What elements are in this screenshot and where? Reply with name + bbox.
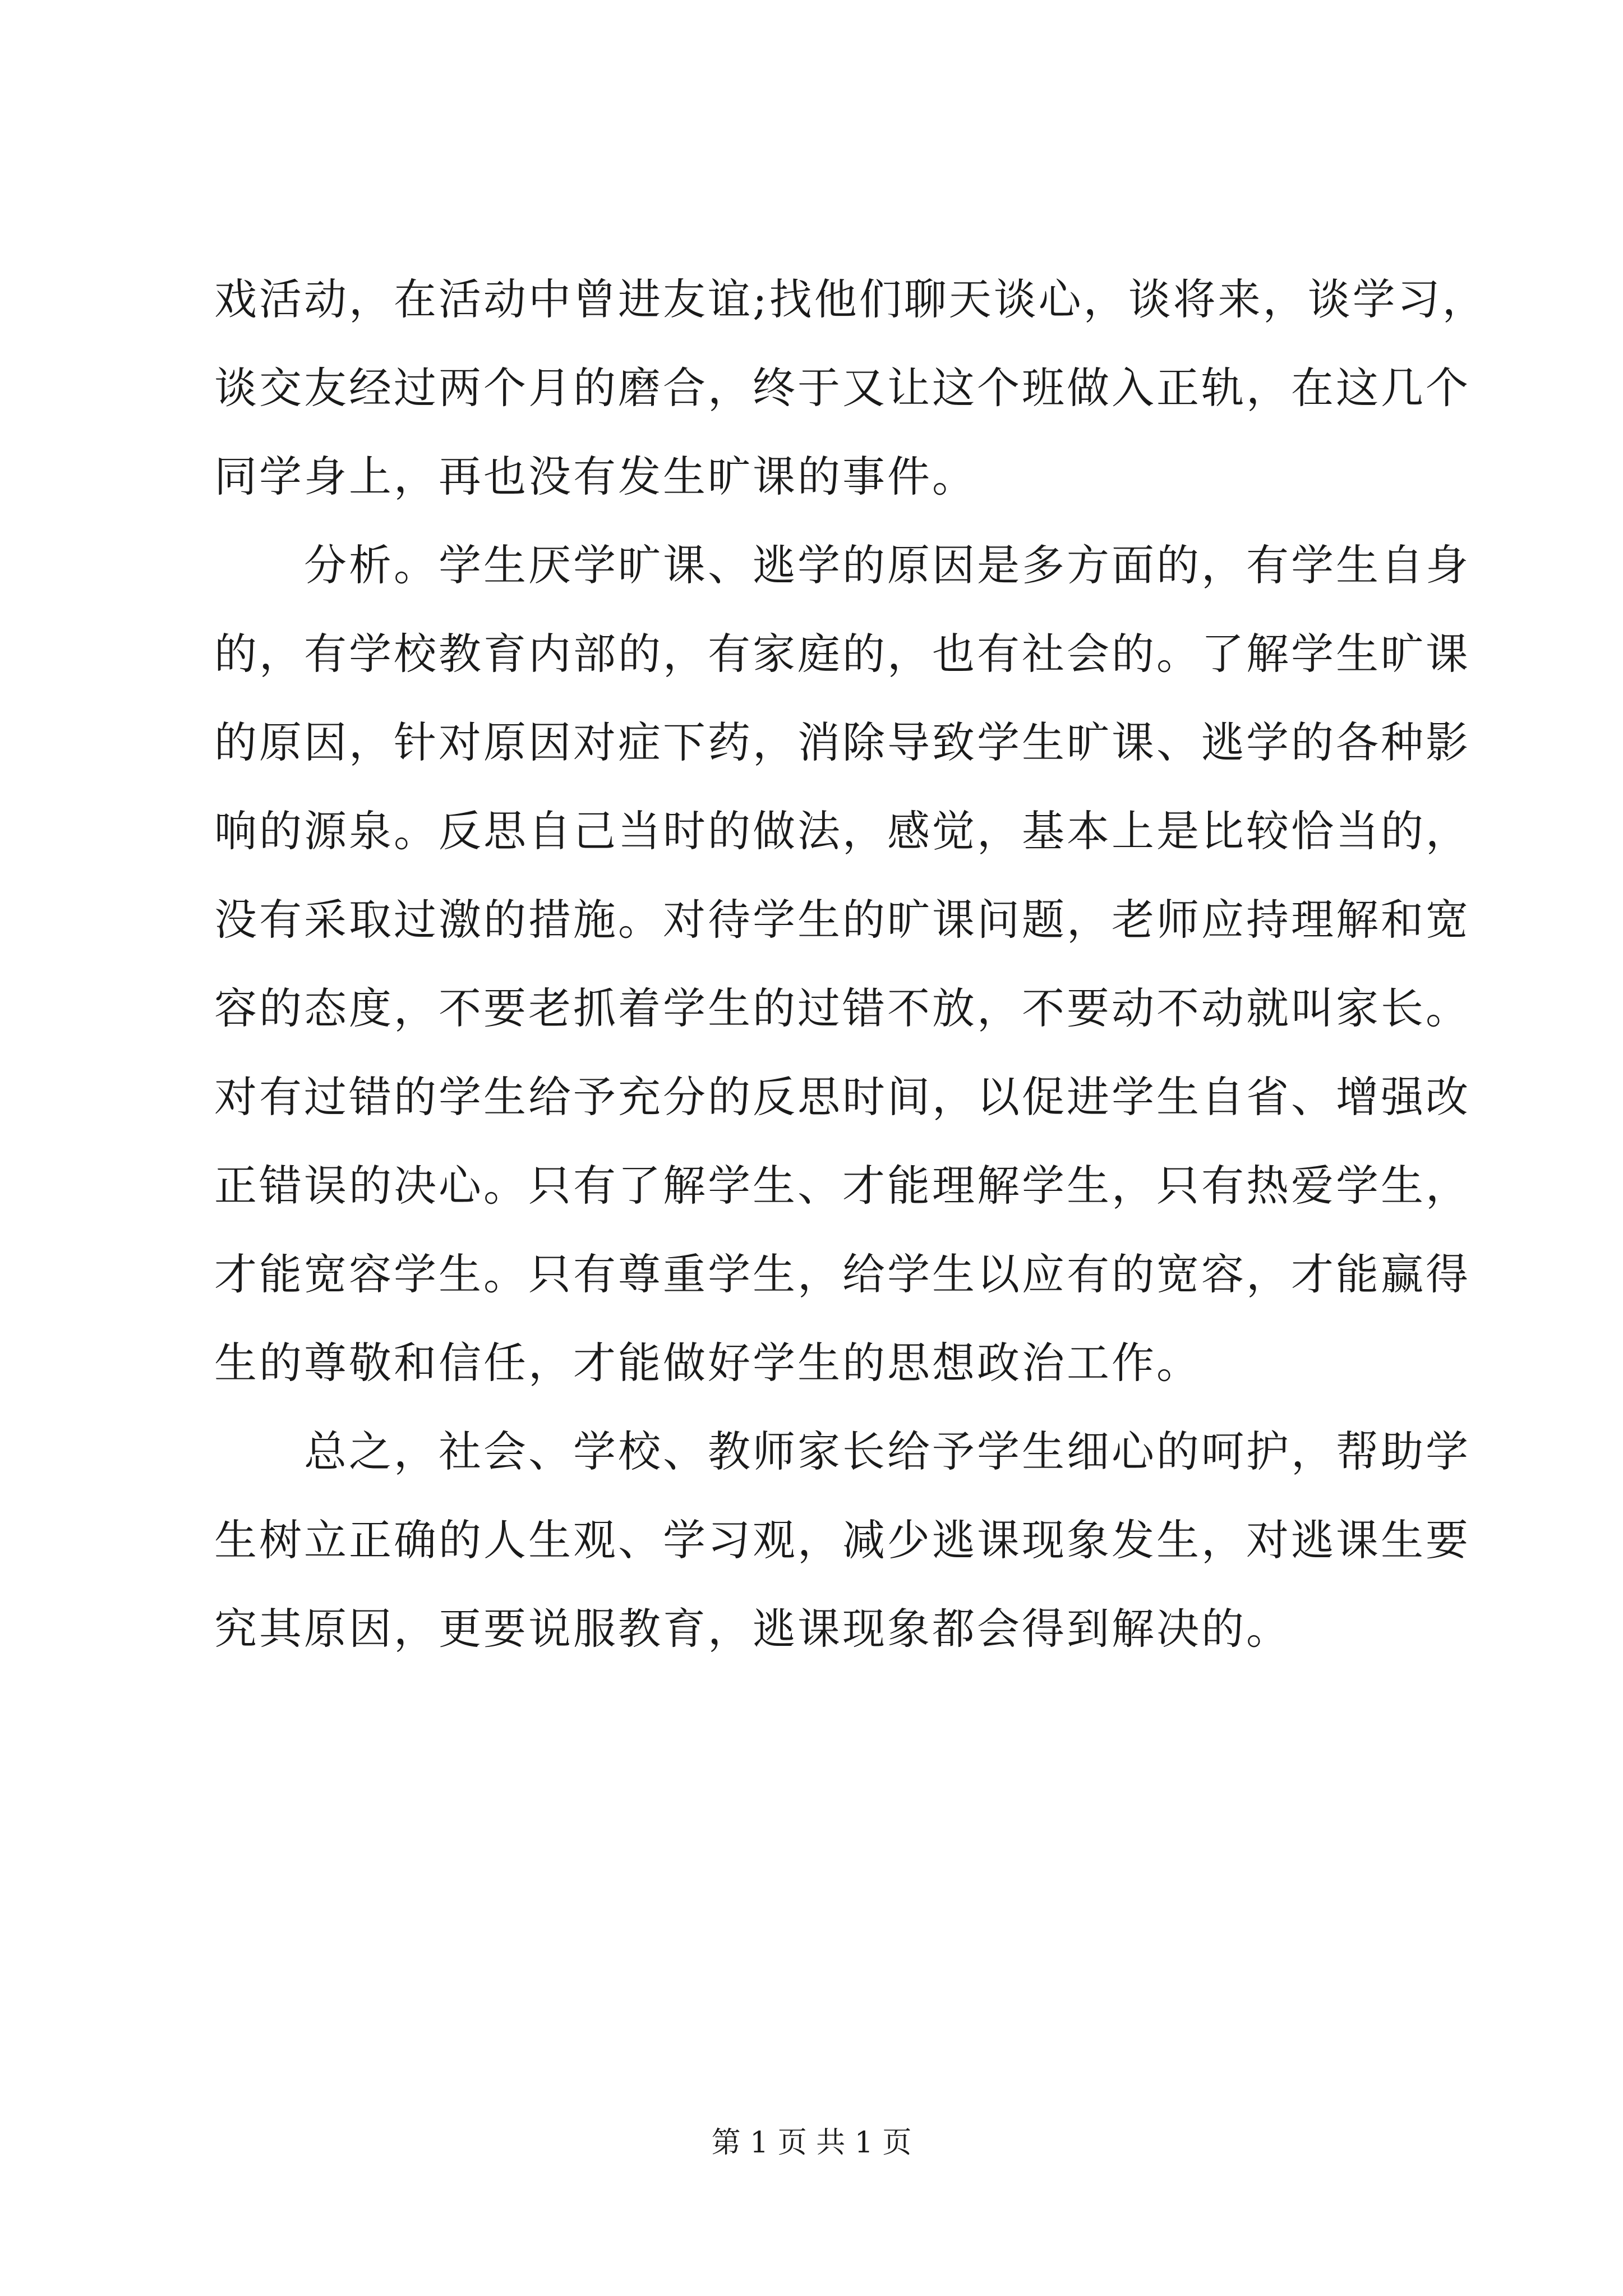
page-number-label: 第 1 页 共 1 页 [711, 2126, 912, 2160]
body-text [214, 255, 1487, 1673]
text-line: 分析。学生厌学旷课、逃学的原因是多方面的，有学生自身 [214, 540, 1470, 590]
text-line: 生的尊敬和信任，才能做好学生的思想政治工作。 [214, 1338, 1201, 1388]
text-line: 总之，社会、学校、教师家长给予学生细心的呵护，帮助学 [214, 1427, 1470, 1476]
text-line: 正错误的决心。只有了解学生、才能理解学生，只有热爱学生， [214, 1161, 1470, 1211]
text-line: 才能宽容学生。只有尊重学生，给学生以应有的宽容，才能赢得 [214, 1249, 1470, 1299]
page-footer [0, 2120, 1623, 2165]
text-line: 的，有学校教育内部的，有家庭的，也有社会的。了解学生旷课 [214, 629, 1470, 679]
text-line: 没有采取过激的措施。对待学生的旷课问题，老师应持理解和宽 [214, 895, 1470, 945]
text-line: 究其原因，更要说服教育，逃课现象都会得到解决的。 [214, 1604, 1291, 1654]
text-line: 谈交友经过两个月的磨合，终于又让这个班做入正轨，在这几个 [214, 363, 1470, 413]
text-line: 的原因，针对原因对症下药，消除导致学生旷课、逃学的各种影 [214, 717, 1470, 767]
text-line: 对有过错的学生给予充分的反思时间，以促进学生自省、增强改 [214, 1072, 1470, 1122]
text-line: 容的态度，不要老抓着学生的过错不放，不要动不动就叫家长。 [214, 983, 1470, 1033]
text-line: 同学身上，再也没有发生旷课的事件。 [214, 452, 977, 501]
text-line: 戏活动，在活动中曾进友谊;找他们聊天谈心，谈将来，谈学习， [214, 274, 1487, 324]
text-line: 生树立正确的人生观、学习观，减少逃课现象发生，对逃课生要 [214, 1515, 1470, 1565]
text-line: 响的源泉。反思自己当时的做法，感觉，基本上是比较恰当的， [214, 806, 1470, 856]
